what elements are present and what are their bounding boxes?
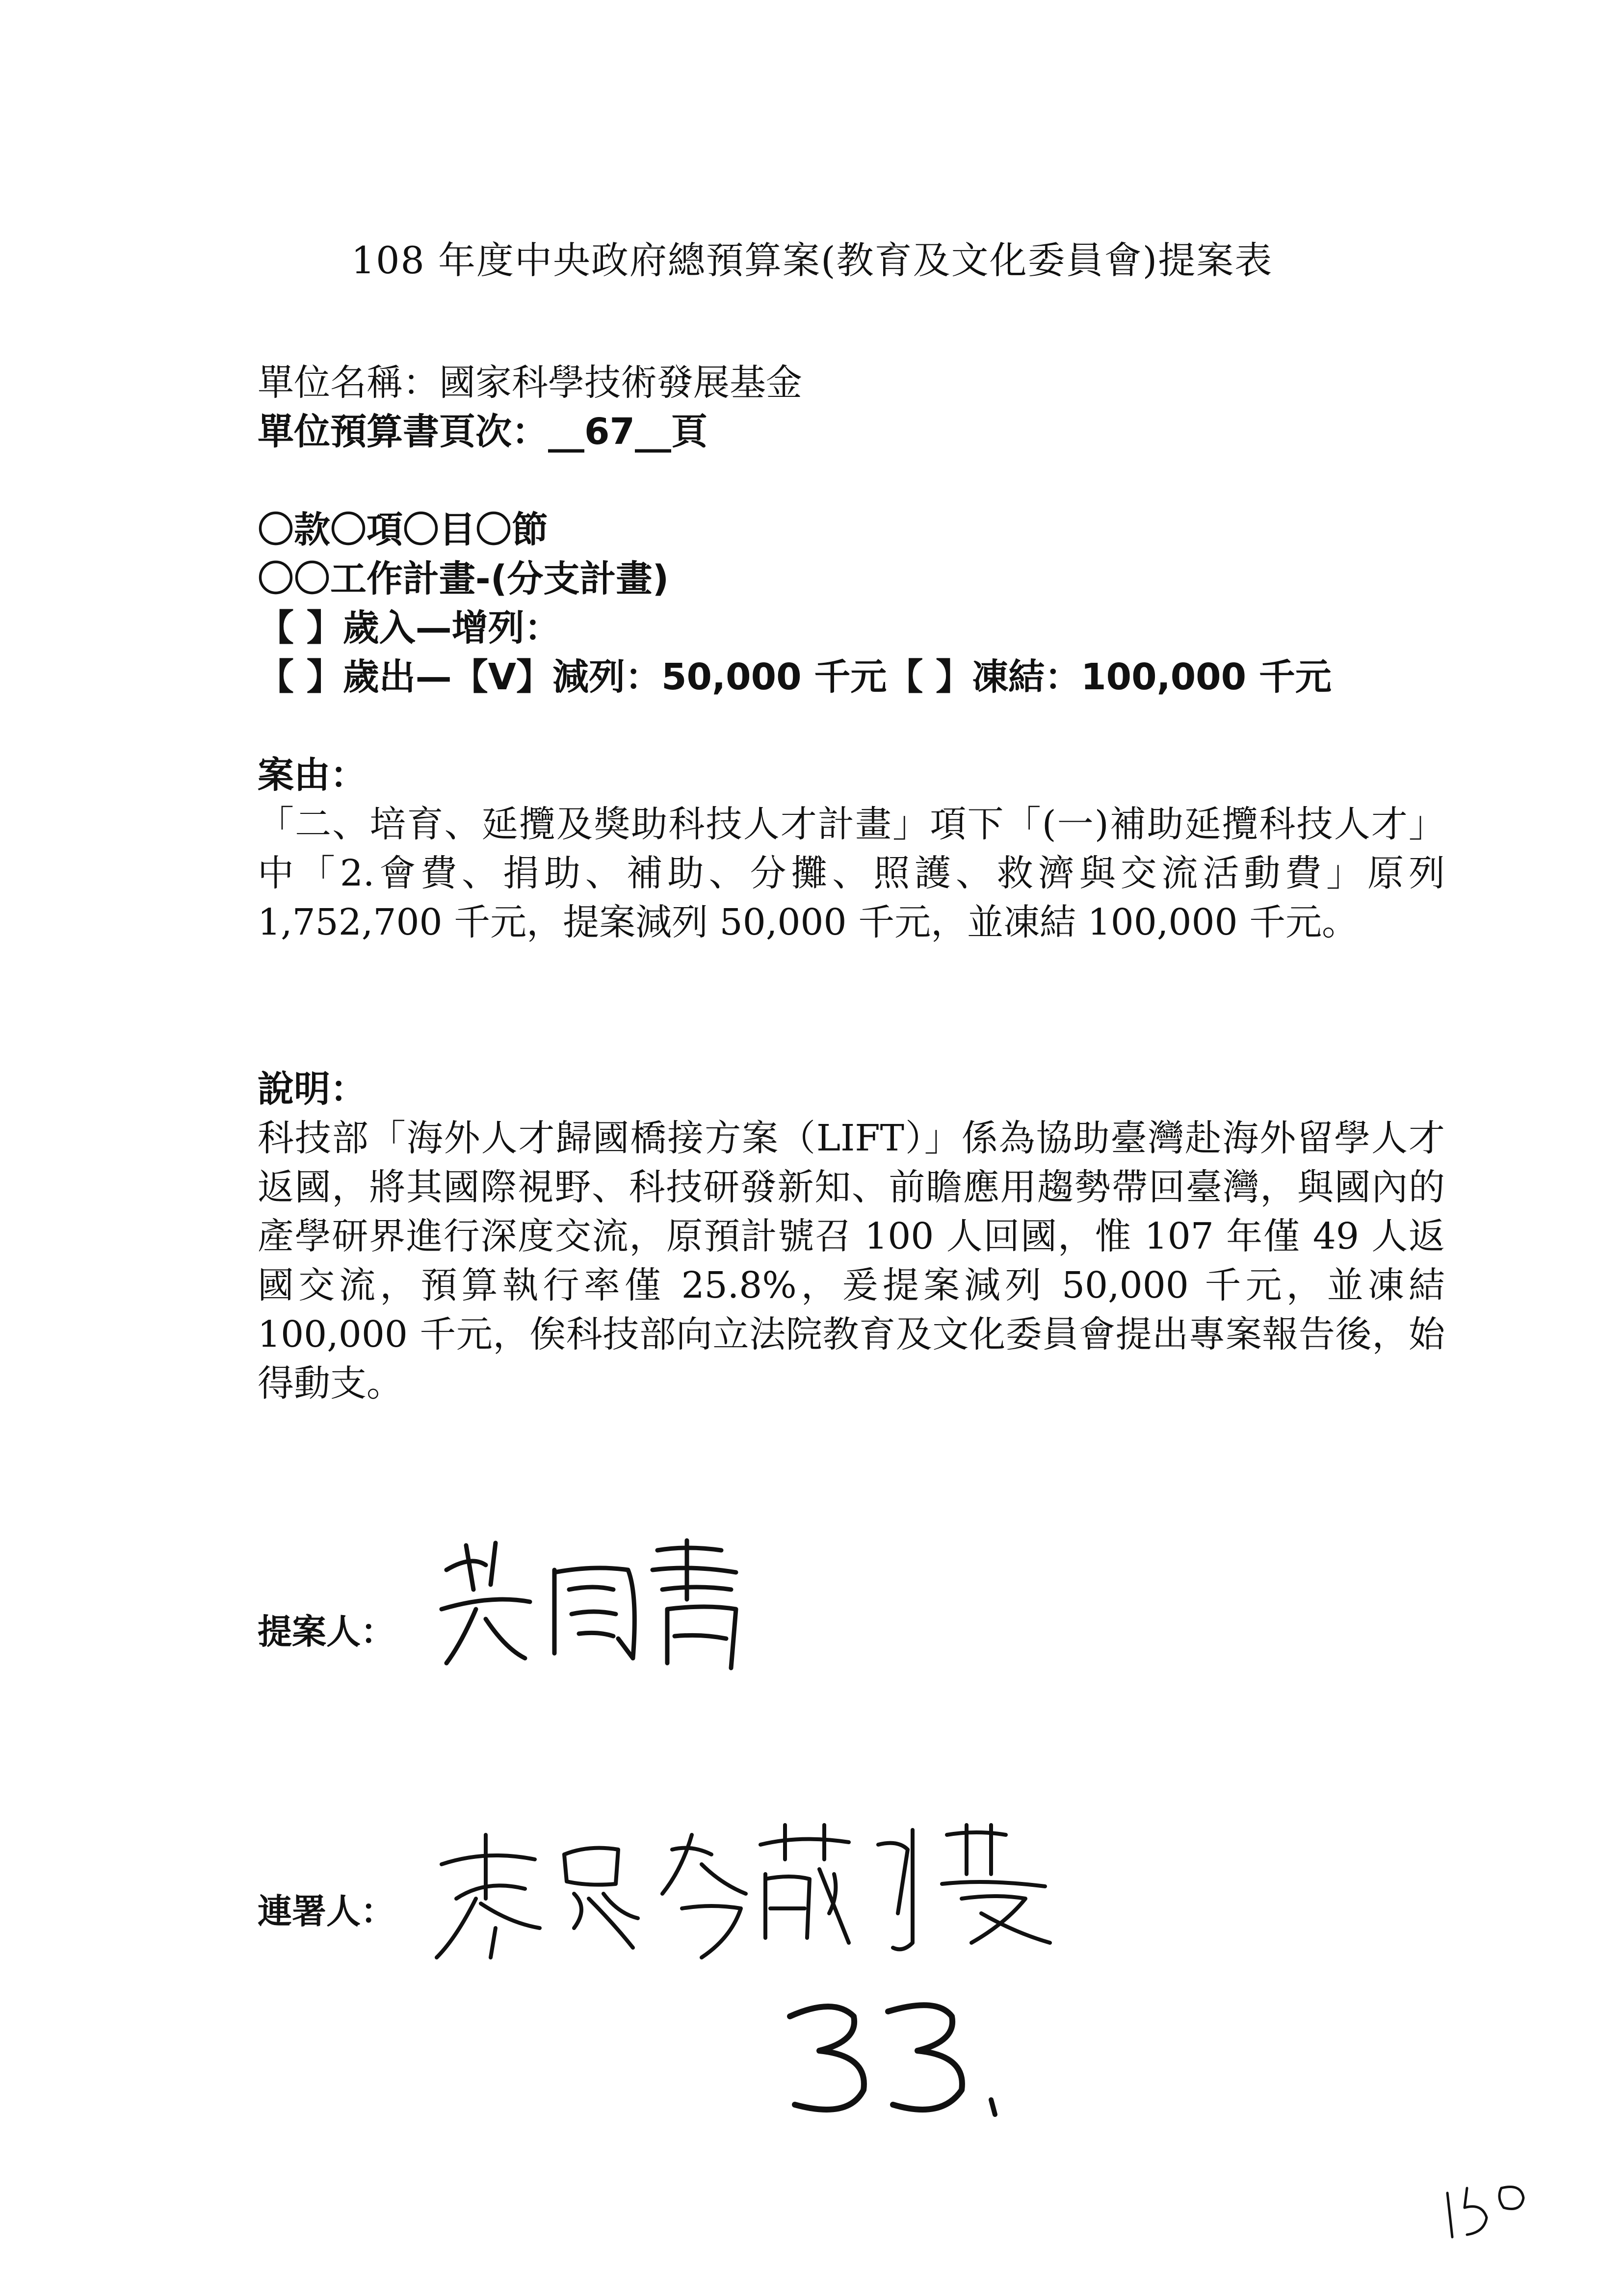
work-plan-line: 〇〇工作計畫-(分支計畫) — [258, 558, 669, 600]
page-number-handwritten — [1438, 2178, 1536, 2247]
proposer-label: 提案人： — [258, 1612, 395, 1652]
unit-name: 單位名稱：國家科學技術發展基金 — [258, 362, 802, 404]
budget-items — [258, 505, 1445, 702]
reason-section — [258, 751, 1445, 947]
case-number-handwritten — [775, 1997, 1050, 2124]
unit-budget-page: 單位預算書頁次：__67__頁 — [258, 411, 707, 453]
budget-section-line: 〇款〇項〇目〇節 — [258, 509, 548, 551]
reason-text: 「二、培育、延攬及獎助科技人才計畫」項下「(一)補助延攬科技人才」中「2.會費、捐助、補助、分攤、照護、救濟與交流活動費」原列 1,752,700 千元，提案減列 50,000 千元，並凍結 100,000 千元。 — [258, 803, 1445, 943]
reason-heading: 案由： — [258, 754, 367, 796]
revenue-line: 【 】歲入—增列： — [258, 607, 561, 649]
cosigner-signature-2 — [751, 1815, 1065, 1962]
proposer-signature — [432, 1536, 775, 1683]
explanation-heading: 說明： — [258, 1068, 367, 1110]
explanation-section — [258, 1065, 1445, 1408]
expenditure-line: 【 】歲出—【V】減列：50,000 千元【 】凍結：100,000 千元 — [258, 656, 1332, 698]
explanation-text: 科技部「海外人才歸國橋接方案（LIFT）」係為協助臺灣赴海外留學人才返國，將其國際視野、科技研發新知、前瞻應用趨勢帶回臺灣，與國內的產學研界進行深度交流，原預計號召 100 人回國，惟 107 年僅 49 人返國交流，預算執行率僅 25.8%，爰提案減列 50,000 千元，並凍結 100,000 千元，俟科技部向立法院教育及文化委員會提出專案報告後，始得動支。 — [258, 1117, 1445, 1405]
cosigner-signature-1 — [427, 1825, 780, 1972]
unit-info — [258, 358, 1445, 456]
cosigner-label: 連署人： — [258, 1891, 395, 1931]
document-title: 108 年度中央政府總預算案(教育及文化委員會)提案表 — [351, 238, 1273, 282]
